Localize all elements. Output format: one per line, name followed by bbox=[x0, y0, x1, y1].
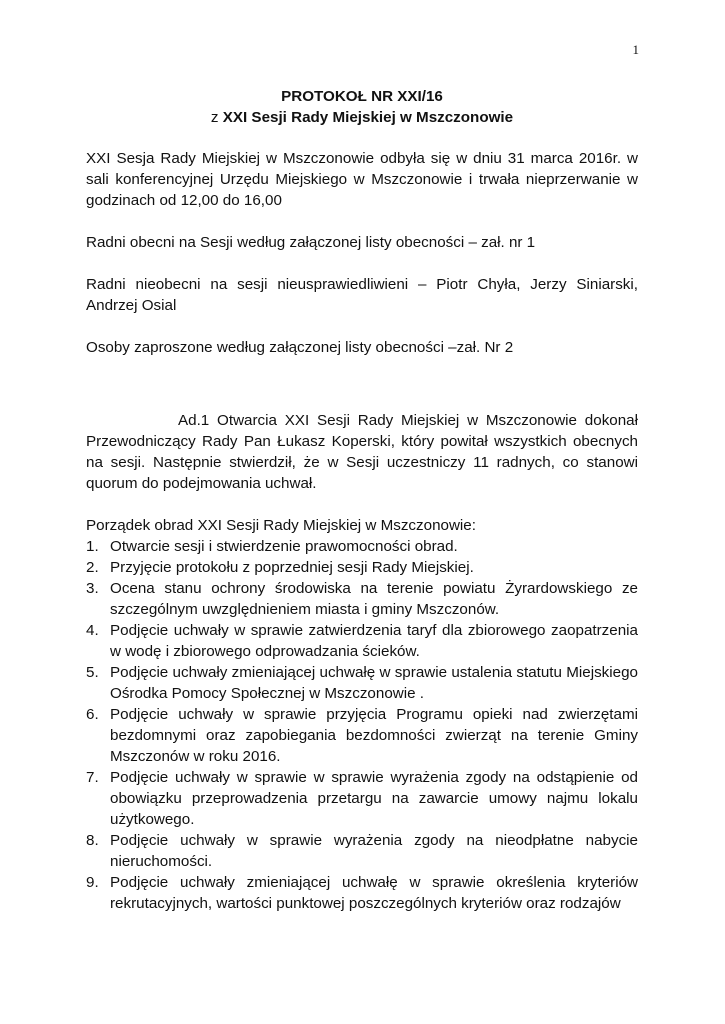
guests-paragraph: Osoby zaproszone według załączonej listy obecności –zał. Nr 2 bbox=[86, 339, 514, 356]
list-item-text: Podjęcie uchwały zmieniającej uchwałę w sprawie określenia kryteriów rekrutacyjnych, wartości punktowej poszczególnych kryteriów oraz rodzajów bbox=[110, 874, 638, 912]
list-item-number: 7. bbox=[86, 769, 99, 786]
ad1-paragraph: Ad.1 Otwarcia XXI Sesji Rady Miejskiej w Mszczonowie dokonał Przewodniczący Rady Pan Łukasz Koperski, który powitał wszystkich obecnych na sesji. Następnie stwierdził, że w Sesji uczestniczy 11 radnych, co stanowi quorum do podejmowania uchwał. bbox=[86, 412, 638, 492]
list-item bbox=[86, 767, 638, 830]
absent-paragraph: Radni nieobecni na sesji nieusprawiedliwieni – Piotr Chyła, Jerzy Siniarski, Andrzej Osial bbox=[86, 276, 638, 314]
list-item-number: 2. bbox=[86, 559, 99, 576]
list-item-number: 1. bbox=[86, 538, 99, 555]
present-paragraph: Radni obecni na Sesji według załączonej listy obecności – zał. nr 1 bbox=[86, 234, 536, 251]
list-item-number: 6. bbox=[86, 706, 99, 723]
list-item bbox=[86, 557, 638, 578]
document-title: PROTOKOŁ NR XXI/16 bbox=[281, 88, 443, 105]
document-subtitle bbox=[86, 107, 638, 128]
list-item-text: Podjęcie uchwały w sprawie przyjęcia Programu opieki nad zwierzętami bezdomnymi oraz zapobiegania bezdomności zwierząt na terenie Gminy Mszczonów w roku 2016. bbox=[110, 706, 638, 765]
list-item bbox=[86, 620, 638, 662]
list-item bbox=[86, 536, 638, 557]
agenda-heading: Porządek obrad XXI Sesji Rady Miejskiej w Mszczonowie: bbox=[86, 517, 476, 534]
intro-paragraph: XXI Sesja Rady Miejskiej w Mszczonowie odbyła się w dniu 31 marca 2016r. w sali konferencyjnej Urzędu Miejskiego w Mszczonowie i trwała nieprzerwanie w godzinach od 12,00 do 16,00 bbox=[86, 150, 638, 209]
list-item bbox=[86, 704, 638, 767]
list-item-text: Podjęcie uchwały w sprawie wyrażenia zgody na nieodpłatne nabycie nieruchomości. bbox=[110, 832, 638, 870]
list-item bbox=[86, 578, 638, 620]
list-item bbox=[86, 830, 638, 872]
subtitle-prefix: z bbox=[210, 109, 219, 126]
page-number: 1 bbox=[632, 42, 639, 57]
agenda-list bbox=[86, 536, 638, 914]
list-item-text: Ocena stanu ochrony środowiska na terenie powiatu Żyrardowskiego ze szczególnym uwzględnieniem miasta i gminy Mszczonów. bbox=[110, 580, 638, 618]
list-item-number: 8. bbox=[86, 832, 99, 849]
list-item-text: Podjęcie uchwały w sprawie zatwierdzenia taryf dla zbiorowego zaopatrzenia w wodę i zbiorowego odprowadzania ścieków. bbox=[110, 622, 638, 660]
list-item-number: 3. bbox=[86, 580, 99, 597]
document-content bbox=[86, 86, 638, 914]
subtitle-session-name: XXI Sesji Rady Miejskiej w Mszczonowie bbox=[222, 109, 514, 126]
list-item-text: Podjęcie uchwały w sprawie w sprawie wyrażenia zgody na odstąpienie od obowiązku przeprowadzenia przetargu na zawarcie umowy najmu lokalu użytkowego. bbox=[110, 769, 638, 828]
list-item bbox=[86, 872, 638, 914]
list-item-text: Przyjęcie protokołu z poprzedniej sesji Rady Miejskiej. bbox=[110, 559, 474, 576]
list-item-number: 5. bbox=[86, 664, 99, 681]
list-item-number: 9. bbox=[86, 874, 99, 891]
list-item-text: Otwarcie sesji i stwierdzenie prawomocności obrad. bbox=[110, 538, 458, 555]
list-item bbox=[86, 662, 638, 704]
list-item-number: 4. bbox=[86, 622, 99, 639]
list-item-text: Podjęcie uchwały zmieniającej uchwałę w sprawie ustalenia statutu Miejskiego Ośrodka Pomocy Społecznej w Mszczonowie . bbox=[110, 664, 638, 702]
